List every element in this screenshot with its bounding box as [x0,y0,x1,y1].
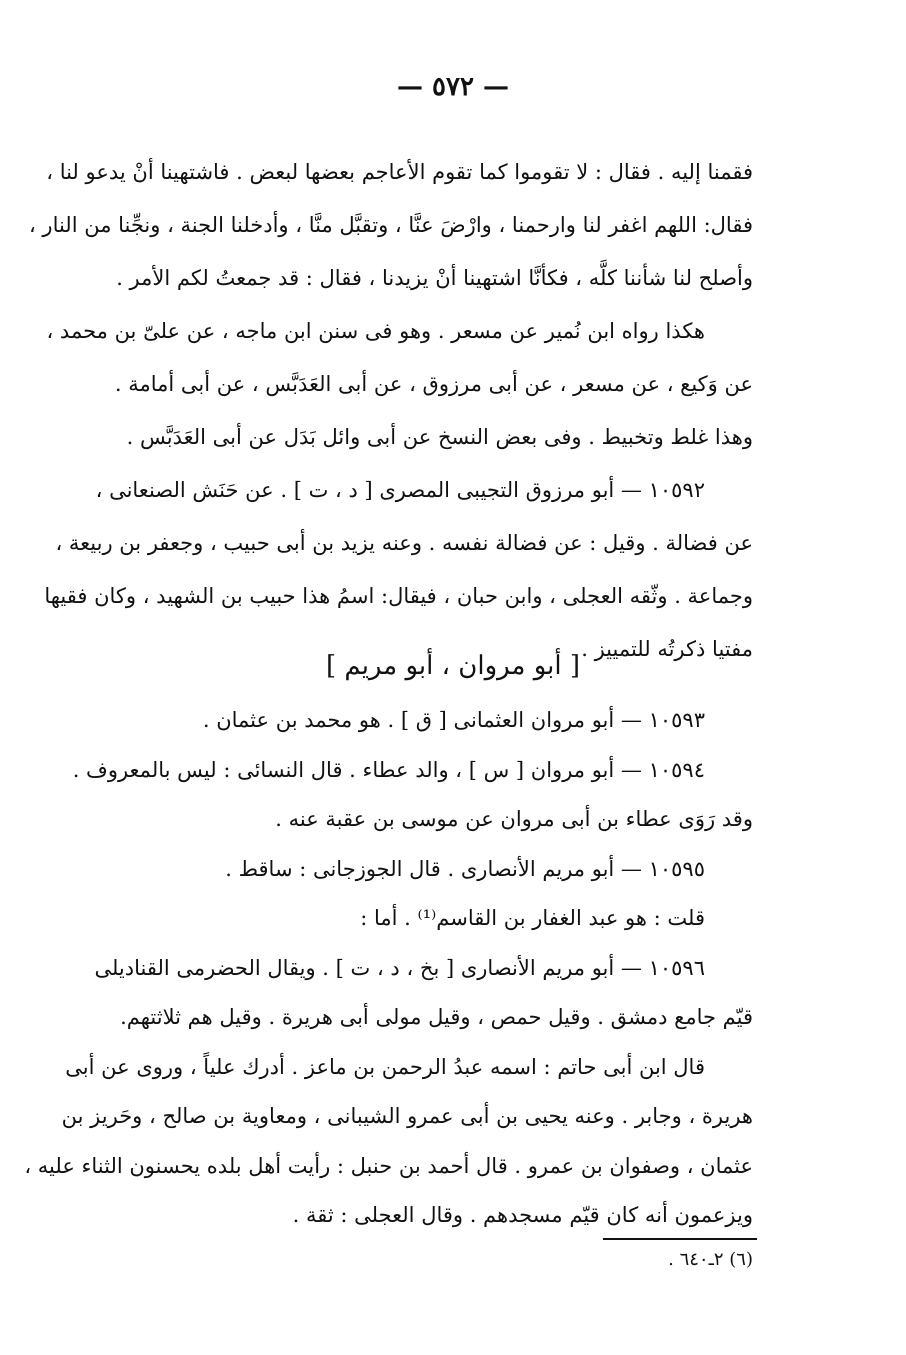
text-line: هريرة ، وجابر . وعنه يحيى بن أبى عمرو الشيبانى ، ومعاوية بن صالح ، وحَريز بن [61,1104,753,1128]
entry-line: ١٠٥٩٢ — أبو مرزوق التجيبى المصرى [ د ، ت ] . عن حَنَش الصنعانى ، [95,478,705,502]
entry-line: ١٠٥٩٥ — أبو مريم الأنصارى . قال الجوزجانى : ساقط . [225,856,705,881]
text-line: مفتيا ذكرتُه للتمييز . [581,637,753,661]
entry-line: ١٠٥٩٤ — أبو مروان [ س ] ، والد عطاء . قال النسائى : ليس بالمعروف . [72,757,705,782]
text-line: فقمنا إليه . فقال : لا تقوموا كما تقوم الأعاجم بعضها لبعض . فاشتهينا أنْ يدعو لنا ، [46,160,753,184]
section-heading: [ أبو مروان ، أبو مريم ] [325,651,580,681]
text-line: هكذا رواه ابن نُمير عن مسعر . وهو فى سنن ابن ماجه ، عن علىّ بن محمد ، [46,319,705,343]
entry-line: ١٠٥٩٣ — أبو مروان العثمانى [ ق ] . هو محمد بن عثمان . [202,708,705,732]
footnote-divider [603,1238,757,1240]
text-line: ويزعمون أنه كان قيّم مسجدهم . وقال العجلى : ثقة . [292,1203,753,1227]
entry-line: ١٠٥٩٦ — أبو مريم الأنصارى [ بخ ، د ، ت ] . ويقال الحضرمى القناديلى [94,955,705,980]
body-text-top [28,146,753,676]
text-line: وقد رَوَى عطاء بن أبى مروان عن موسى بن عقبة عنه . [275,807,753,831]
body-text-rest [24,696,753,1241]
text-line: عثمان ، وصفوان بن عمرو . قال أحمد بن حنبل : رأيت أهل بلده يحسنون الثناء عليه ، [24,1153,753,1178]
text-line: قيّم جامع دمشق . وقيل حمص ، وقيل مولى أبى هريرة . وقيل هم ثلاثتهم. [120,1005,753,1029]
footnote: (٦) ٢ـ٦٤٠ . [668,1249,753,1270]
text-line: قلت : هو عبد الغفار بن القاسم⁽¹⁾ . أما : [360,906,705,930]
text-line: عن فضالة . وقيل : عن فضالة نفسه . وعنه يزيد بن أبى حبيب ، وجعفر بن ربيعة ، [55,531,753,555]
text-line: وجماعة . وثّقه العجلى ، وابن حبان ، فيقال: اسمُ هذا حبيب بن الشهيد ، وكان فقيها [44,584,753,608]
text-line: عن وَكيع ، عن مسعر ، عن أبى مرزوق ، عن أبى العَدَبَّس ، عن أبى أمامة . [114,372,753,396]
text-line: وأصلح لنا شأننا كلَّه ، فكأنَّا اشتهينا أنْ يزيدنا ، فقال : قد جمعتُ لكم الأمر . [116,266,753,290]
text-line: وهذا غلط وتخبيط . وفى بعض النسخ عن أبى وائل بَدَل عن أبى العَدَبَّس . [126,425,753,449]
text-line: فقال: اللهم اغفر لنا وارحمنا ، وارْضَ عنَّا ، وتقبَّل منَّا ، وأدخلنا الجنة ، ونجِّنا من النار ، [28,213,753,237]
text-line: قال ابن أبى حاتم : اسمه عبدُ الرحمن بن ماعز . أدرك علياً ، وروى عن أبى [65,1054,705,1079]
page-number: — ٥٧٢ — [396,72,510,102]
